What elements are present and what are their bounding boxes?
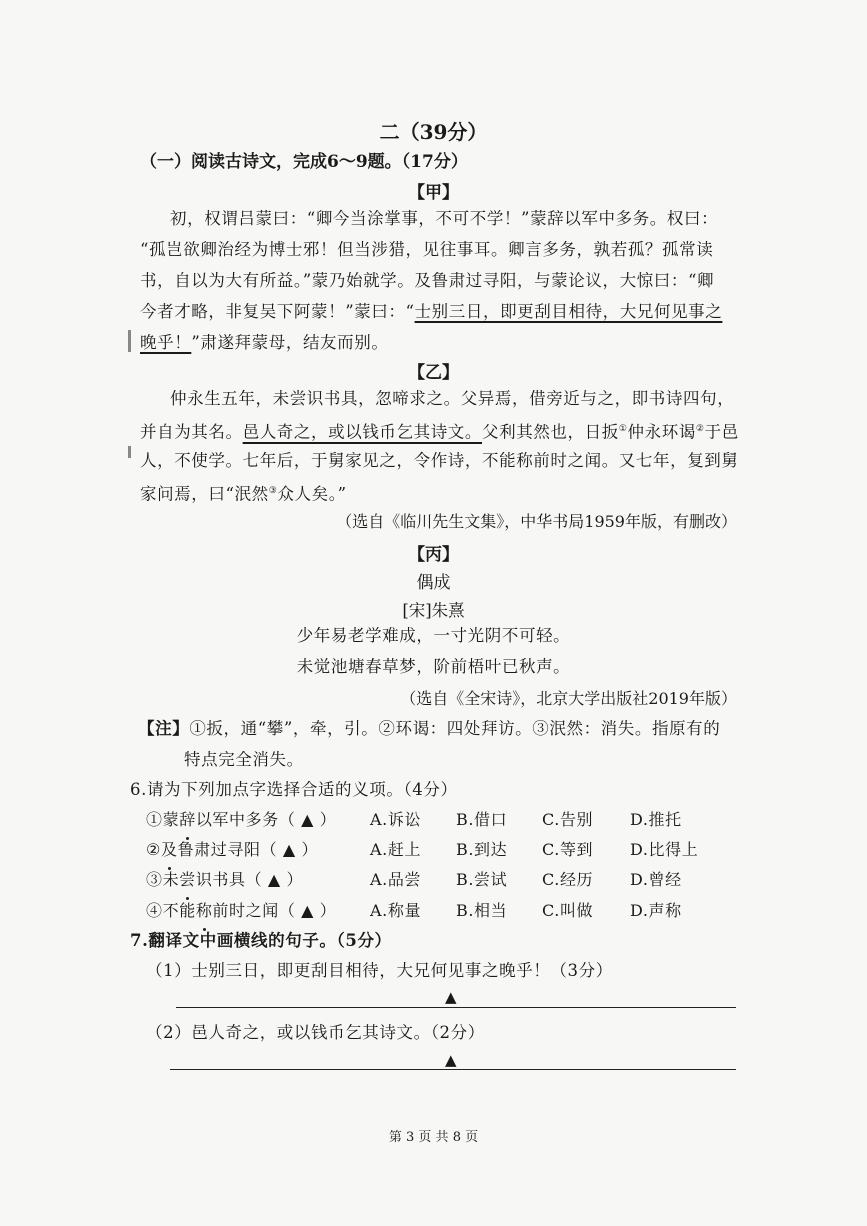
poem-line-1: 少年易老学难成，一寸光阴不可轻。 [296,626,571,645]
dotted-char: 尝 [179,864,196,895]
section-title: 二（39分） [379,120,488,144]
option-c[interactable]: C.等到 [542,840,594,859]
option-d[interactable]: D.声称 [630,901,682,920]
option-b[interactable]: B.借口 [456,810,508,829]
underlined-sentence-2: 邑人奇之，或以钱币乞其诗文。 [242,422,483,442]
footnote-marker: ③ [268,486,278,496]
passage-bing-source: （选自《全宋诗》，北京大学出版社2019年版） [400,689,737,708]
option-b[interactable]: B.尝试 [456,870,508,889]
answer-marker: ▲ [445,988,457,1006]
passage-jia-line-4 [140,296,722,327]
option-c[interactable]: C.经历 [542,870,594,889]
answer-marker: ▲ [445,1051,457,1069]
passage-yi-text: 并自为其名。 [140,422,243,442]
passage-jia-line-1: 初，权谓吕蒙曰：“卿今当涂掌事，不可不学！”蒙辞以军中多务。权曰： [170,209,719,228]
answer-line-2[interactable] [170,1069,736,1070]
passage-yi-line-1: 仲永生五年，未尝识书具，忽啼求之。父异焉，借旁近与之，即书诗四句， [170,389,735,408]
option-d[interactable]: D.曾经 [630,870,682,889]
passage-yi-line-3: 人，不使学。七年后，于舅家见之，令作诗，不能称前时之闻。又七年，复到舅 [140,451,739,470]
option-c[interactable]: C.告别 [542,810,594,829]
passage-yi-text: 父利其然也，日扳 [482,422,619,442]
option-c[interactable]: C.叫做 [542,901,594,920]
notes-line-2: 特点完全消失。 [184,750,304,769]
question-7-sentence-2: （2）邑人奇之，或以钱币乞其诗文。（2分） [146,1023,485,1042]
answer-line-1[interactable] [176,1007,736,1008]
option-d[interactable]: D.推托 [630,810,682,829]
passage-jia-label: 【甲】 [408,183,459,203]
dotted-char: 称 [196,895,213,926]
option-b[interactable]: B.相当 [456,901,508,920]
item-stem: ③未尝识书具（ ▲ ） [146,864,303,895]
passage-yi-line-2 [140,414,739,448]
item-stem: ②及鲁肃过寻阳（ ▲ ） [146,834,318,865]
option-a[interactable]: A.诉讼 [370,810,422,829]
passage-jia-line-3: 书，自以为大有所益。”蒙乃始就学。及鲁肃过寻阳，与蒙论议，大惊曰：“卿 [140,271,715,290]
dotted-char: 辞 [179,804,196,835]
margin-mark [128,446,131,458]
passage-jia-line-2: “孤岂欲卿治经为博士邪！但当涉猎，见往事耳。卿言多务，孰若孤？孤常读 [140,240,714,259]
notes-line-1 [138,713,720,744]
passage-jia-text: ”肃遂拜蒙母，结友而别。 [191,333,389,352]
question-6-item-2 [146,834,746,865]
dotted-char: 及 [161,834,178,865]
passage-yi-text: 仲永环谒 [627,422,696,442]
part-heading: （一）阅读古诗文，完成6～9题。（17分） [140,152,468,172]
passage-yi-label: 【乙】 [408,363,459,383]
question-6-item-1 [146,804,746,835]
question-6-stem: 6.请为下列加点字选择合适的义项。（4分） [130,780,458,799]
question-6-item-4 [146,895,746,926]
option-a[interactable]: A.称量 [370,901,422,920]
question-6-item-3 [146,864,746,895]
question-7-sentence-1: （1）士别三日，即更刮目相待，大兄何见事之晚乎！（3分） [146,961,613,980]
poem-line-2: 未觉池塘春草梦，阶前梧叶已秋声。 [296,657,571,676]
passage-yi-text: 于邑 [704,422,739,442]
passage-yi-line-4 [140,476,347,510]
passage-yi-text: 众人矣。” [277,484,347,504]
footnote-marker: ② [695,424,705,434]
item-stem: ④不能称前时之闻（ ▲ ） [146,895,336,926]
underlined-sentence-1: 士别三日，即更刮目相待，大兄何见事之 [414,302,723,321]
passage-jia-line-5 [140,327,388,358]
margin-mark [128,330,131,352]
option-b[interactable]: B.到达 [456,840,508,859]
underlined-sentence-1-end: 晚乎！ [140,333,192,352]
passage-bing-label: 【丙】 [408,545,459,565]
question-7-stem: 7.翻译文中画横线的句子。（5分） [130,931,392,950]
option-d[interactable]: D.比得上 [630,840,699,859]
option-a[interactable]: A.赶上 [370,840,422,859]
page-number: 第 3 页 共 8 页 [388,1130,479,1145]
poem-title: 偶成 [416,573,451,593]
notes-text: ①扳，通“攀”，牵，引。②环谒：四处拜访。③泯然：消失。指原有的 [189,719,721,738]
passage-yi-text: 家问焉，曰“泯然 [140,484,269,504]
notes-tag: 【注】 [138,719,190,738]
item-stem: ①蒙辞以军中多务（ ▲ ） [146,804,336,835]
option-a[interactable]: A.品尝 [370,870,422,889]
poem-author: [宋]朱熹 [402,601,465,620]
passage-yi-source: （选自《临川先生文集》，中华书局1959年版，有删改） [336,512,737,531]
footnote-marker: ① [618,424,628,434]
passage-jia-text: 今者才略，非复吴下阿蒙！”蒙曰：“ [140,302,415,321]
